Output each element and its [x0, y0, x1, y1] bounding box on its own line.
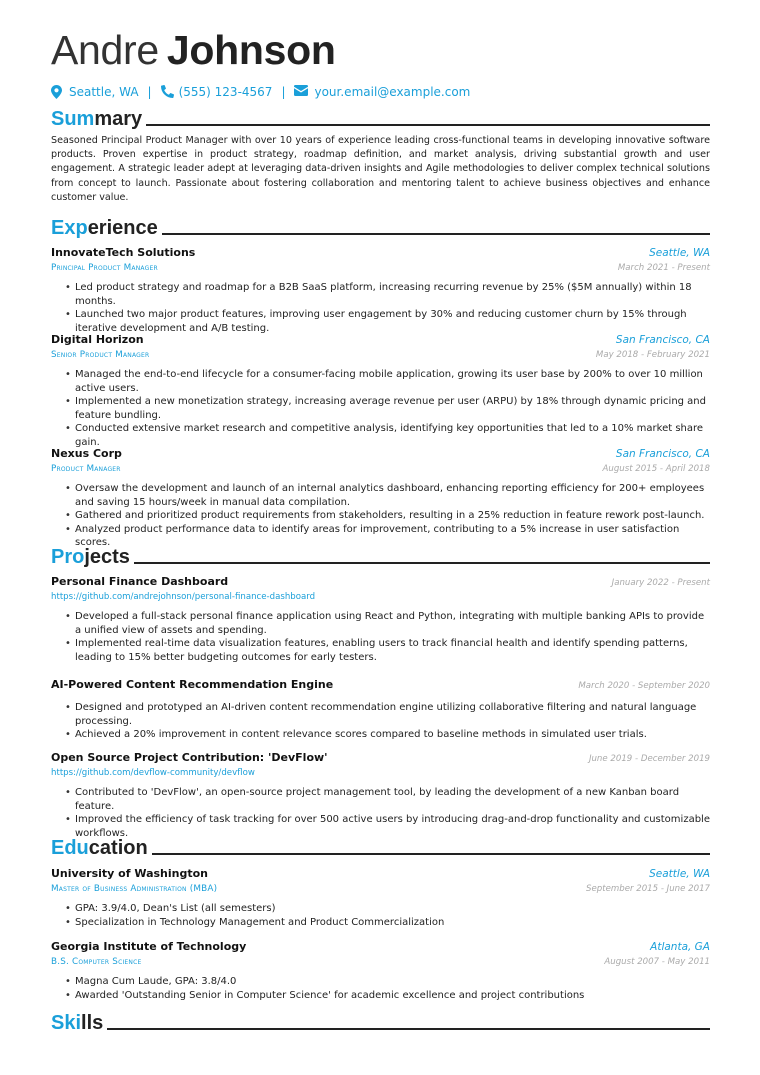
company-name: Digital Horizon	[51, 333, 144, 346]
project-name: Personal Finance Dashboard	[51, 575, 229, 588]
first-name: Andre	[51, 27, 159, 73]
school-name: Georgia Institute of Technology	[51, 940, 247, 953]
email-item[interactable]	[294, 83, 470, 101]
school-location: Atlanta, GA	[650, 941, 710, 953]
bullet-item: • Specialization in Technology Management and Product Commercialization	[75, 916, 710, 930]
phone-icon	[161, 85, 173, 99]
bullet-item: • Analyzed product performance data to identify areas for improvement, contributing to a 5% increase in user satisfaction scores.	[75, 523, 710, 550]
email-text: your.email@example.com	[314, 85, 471, 99]
section-title: Education	[51, 837, 148, 859]
last-name: Johnson	[166, 27, 336, 73]
resume-page	[51, 26, 710, 1034]
experience-section	[51, 217, 710, 239]
section-header	[51, 217, 710, 239]
school-location: Seattle, WA	[649, 868, 710, 880]
job-title: Product Manager	[51, 464, 121, 474]
bullet-item: • Conducted extensive market research and competitive analysis, identifying key opportunities that led to a 10% market share gain.	[75, 422, 710, 449]
project-entry	[51, 750, 710, 840]
job-dates: August 2015 - April 2018	[602, 464, 710, 474]
experience-entry	[51, 446, 710, 550]
job-title: Principal Product Manager	[51, 263, 158, 273]
contact-line	[51, 83, 710, 101]
section-title: Summary	[51, 108, 143, 130]
project-dates: March 2020 - September 2020	[578, 681, 710, 691]
candidate-name	[51, 26, 710, 74]
section-header	[51, 1012, 710, 1034]
bullet-item: • Contributed to 'DevFlow', an open-source project management tool, by leading the development of a new Kanban board feature.	[75, 786, 710, 813]
project-link[interactable]: https://github.com/devflow-community/devflow	[51, 768, 255, 778]
section-title: Experience	[51, 217, 158, 239]
bullet-item: • Magna Cum Laude, GPA: 3.8/4.0	[75, 975, 710, 989]
company-name: InnovateTech Solutions	[51, 246, 196, 259]
section-title: Projects	[51, 546, 130, 568]
degree: B.S. Computer Science	[51, 957, 142, 967]
section-divider	[134, 562, 710, 564]
bullet-item: • Gathered and prioritized product requirements from stakeholders, resulting in a 25% reduction in feature rework post-launch.	[75, 509, 710, 523]
project-name: Open Source Project Contribution: 'DevFlow'	[51, 751, 328, 764]
separator: |	[147, 85, 152, 99]
section-header	[51, 546, 710, 568]
section-divider	[152, 853, 710, 855]
school-name: University of Washington	[51, 867, 209, 880]
separator: |	[281, 85, 286, 99]
bullet-item: • Awarded 'Outstanding Senior in Computer Science' for academic excellence and project contributions	[75, 989, 710, 1003]
education-entry	[51, 866, 710, 929]
job-location: San Francisco, CA	[615, 334, 710, 346]
section-header	[51, 837, 710, 859]
section-header	[51, 108, 710, 130]
bullet-item: • Developed a full-stack personal finance application using React and Python, integrating with multiple banking APIs to provide a unified view of assets and spending.	[75, 610, 710, 637]
location-item	[51, 83, 139, 101]
bullet-list	[51, 610, 710, 664]
education-section	[51, 837, 710, 859]
bullet-item: • Led product strategy and roadmap for a B2B SaaS platform, increasing recurring revenue by 25% ($5M annually) within 18 months.	[75, 281, 710, 308]
skills-section	[51, 1012, 710, 1034]
project-dates: June 2019 - December 2019	[588, 754, 710, 764]
bullet-item: • Designed and prototyped an AI-driven content recommendation engine utilizing collaborative filtering and natural language processing.	[75, 701, 710, 728]
summary-section	[51, 108, 710, 205]
project-name: AI-Powered Content Recommendation Engine	[51, 678, 334, 691]
bullet-item: • Launched two major product features, improving user engagement by 30% and reducing customer churn by 15% through iterative development and A/B testing.	[75, 308, 710, 335]
bullet-list	[51, 281, 710, 335]
section-title: Skills	[51, 1012, 104, 1034]
project-entry	[51, 574, 710, 664]
bullet-list	[51, 786, 710, 840]
job-dates: March 2021 - Present	[617, 263, 710, 273]
bullet-list	[51, 902, 710, 929]
project-link[interactable]: https://github.com/andrejohnson/personal-finance-dashboard	[51, 592, 316, 602]
section-divider	[146, 124, 710, 126]
bullet-list	[51, 975, 710, 1002]
job-dates: May 2018 - February 2021	[595, 350, 710, 360]
project-dates: January 2022 - Present	[611, 578, 710, 588]
degree: Master of Business Administration (MBA)	[51, 884, 218, 894]
job-location: San Francisco, CA	[615, 448, 710, 460]
bullet-item: • Achieved a 20% improvement in content relevance scores compared to baseline methods in simulated user trials.	[75, 728, 710, 742]
school-dates: August 2007 - May 2011	[604, 957, 710, 967]
bullet-list	[51, 482, 710, 550]
section-divider	[162, 233, 710, 235]
bullet-item: • GPA: 3.9/4.0, Dean's List (all semesters)	[75, 902, 710, 916]
summary-text: Seasoned Principal Product Manager with over 10 years of experience leading cross-functional teams in developing innovative software products. Proven expertise in product strategy, roadmap definition, and market analysis, driving substantial growth and user engagement. A strategic leader adept at leveraging data-driven insights and Agile methodologies to deliver complex technical solutions from concept to launch. Passionate about fostering collaboration and mentoring talent to achieve business objectives and enhance customer value.	[51, 135, 710, 203]
bullet-item: • Implemented a new monetization strategy, increasing average revenue per user (ARPU) by 18% through dynamic pricing and feature bundling.	[75, 395, 710, 422]
section-divider	[107, 1028, 710, 1030]
map-marker-icon	[51, 85, 63, 99]
experience-entry	[51, 245, 710, 335]
bullet-list	[51, 701, 710, 742]
bullet-list	[51, 368, 710, 449]
phone-item[interactable]	[161, 83, 273, 101]
education-entry	[51, 939, 710, 1002]
bullet-item: • Oversaw the development and launch of an internal analytics dashboard, enhancing reporting efficiency for 200+ employees and saving 15 hours/week in manual data compilation.	[75, 482, 710, 509]
location-text: Seattle, WA	[69, 85, 139, 99]
job-location: Seattle, WA	[649, 247, 710, 259]
experience-entry	[51, 332, 710, 449]
bullet-item: • Managed the end-to-end lifecycle for a consumer-facing mobile application, growing its user base by 200% to over 10 million active users.	[75, 368, 710, 395]
projects-section	[51, 546, 710, 568]
envelope-icon	[294, 85, 308, 99]
phone-text: (555) 123-4567	[178, 85, 273, 99]
company-name: Nexus Corp	[51, 447, 122, 460]
school-dates: September 2015 - June 2017	[586, 884, 710, 894]
job-title: Senior Product Manager	[51, 350, 150, 360]
bullet-item: • Improved the efficiency of task tracking for over 500 active users by introducing drag-and-drop functionality and customizable workflows.	[75, 813, 710, 840]
project-entry	[51, 677, 710, 742]
bullet-item: • Implemented real-time data visualization features, enabling users to track financial health and identify spending patterns, leading to 15% better budgeting outcomes for early testers.	[75, 637, 710, 664]
